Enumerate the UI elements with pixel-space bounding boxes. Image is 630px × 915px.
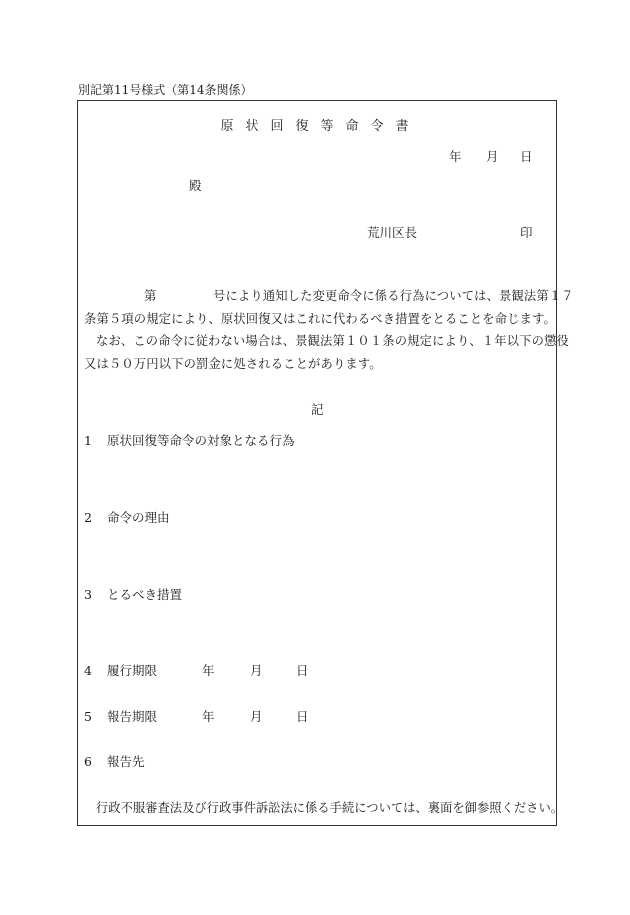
body-line4: 又は５０万円以下の罰金に処されることがあります。	[84, 357, 382, 371]
deadline-month: 月	[250, 663, 263, 678]
item-label: 履行期限	[107, 663, 158, 678]
item-number: 5	[84, 709, 92, 724]
body-line1: 号により通知した変更命令に係る行為については、景観法第１７	[213, 289, 574, 303]
body-line3: なお、この命令に従わない場合は、景観法第１０１条の規定により、１年以下の懲役	[96, 334, 569, 348]
title-char: 命	[345, 119, 360, 134]
item-number: 4	[84, 663, 92, 678]
title-char: 等	[320, 119, 335, 134]
report-day: 日	[296, 709, 309, 724]
issuer-name: 荒川区長	[367, 225, 418, 240]
date-month: 月	[486, 149, 499, 164]
footer-note: 行政不服審査法及び行政事件訴訟法に係る手続については、裏面を御参照ください。	[96, 801, 564, 815]
title-char: 復	[295, 119, 310, 134]
document-title	[0, 120, 630, 133]
title-char: 回	[270, 119, 285, 134]
body-line2: 条第５項の規定により、原状回復又はこれに代わるべき措置をとることを命じます。	[84, 312, 556, 326]
title-char: 状	[245, 119, 260, 134]
body-line1-prefix: 第	[144, 289, 157, 303]
report-month: 月	[250, 709, 263, 724]
title-char: 書	[395, 119, 410, 134]
seal-mark: 印	[520, 225, 533, 240]
ki-heading: 記	[311, 402, 324, 417]
item-label: とるべき措置	[107, 587, 183, 602]
item-number: 3	[84, 587, 92, 602]
form-label: 別記第11号様式（第14条関係）	[78, 83, 253, 97]
addressee-suffix: 殿	[189, 178, 202, 193]
date-day: 日	[520, 149, 533, 164]
item-number: 2	[84, 510, 92, 525]
date-year: 年	[449, 149, 462, 164]
deadline-year: 年	[202, 663, 215, 678]
item-number: 6	[84, 754, 92, 769]
report-year: 年	[202, 709, 215, 724]
title-char: 原	[220, 119, 235, 134]
item-label: 命令の理由	[107, 510, 170, 525]
item-label: 原状回復等命令の対象となる行為	[107, 433, 295, 448]
item-label: 報告期限	[107, 709, 158, 724]
title-char: 令	[370, 119, 385, 134]
item-number: 1	[84, 433, 92, 448]
deadline-day: 日	[296, 663, 309, 678]
item-label: 報告先	[107, 754, 145, 769]
